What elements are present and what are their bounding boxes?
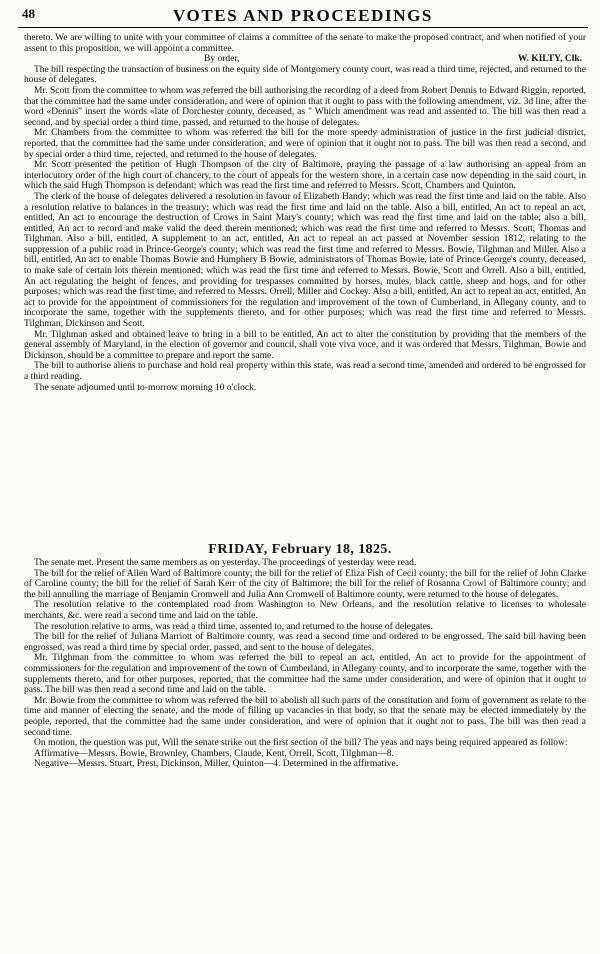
clerk-signature: W. KILTY, Clk. xyxy=(517,54,582,65)
paragraph: Mr. Scott from the committee to whom was referred the bill authorising the recording of a deed from Robert Dennis to Edward Riggin, reported, that the committee had the same under consideration, and were of opinion that it ought to pass with the following amendment, viz. 3d line, after the word «Dennis" insert the words «late of Dorchester county, deceased, as " Which amendment was read and assented to. The bill was then read a second, and by special order a third time, passed, and returned to the house of delegates. xyxy=(24,85,586,128)
day-heading-weekday: FRIDAY, xyxy=(208,542,268,557)
page-number: 48 xyxy=(22,6,35,21)
paragraph: On motion, the question was put, Will the senate strike out the first section of the bill? The yeas and nays being required appeared as follow: xyxy=(34,738,568,749)
paragraph: Mr. Chambers from the committee to whom was referred the bill for the more speedy administration of justice in the first judicial district, reported, that the committee had the same under consideration, and were of opinion that it ought not to pass. The bill was then read a second, and by special order a third time, rejected, and returned to the house of delegates. xyxy=(24,128,586,160)
paragraph: Mr. Bowie from the committee to whom was referred the bill to abolish all such parts of the constitution and form of government as relate to the time and manner of electing the senate, and the mode of filling up vacancies in that body, so that the senate may be elected immediately by the people, reported, that the committee had the same under consideration, and were of opinion that it ought not to pass. The bill was then read a second time. xyxy=(24,695,586,738)
proceedings-section-1 xyxy=(24,33,586,393)
day-heading-date: February 18, 1825. xyxy=(271,542,392,557)
paragraph: The clerk of the house of delegates delivered a resolution in favour of Elizabeth Handy; which was read the first time and laid on the table. Also a resolution relative to balances in the treasury; which was read the first time and laid on the table. Also a bill, entitled, An act to repeal an act, entitled, An act to encourage the destruction of Crows in Saint Mary's county; which was read the first time and laid on the table; also a bill, entitled, An act to record and make valid the deed therein mentioned; which was read the first time and referred to Messrs. Scott, Thomas and Tilghman. Also a bill, entitled, A supplement to an act, entitled, An act to repeal an act passed at November session 1812, relating to the suppression of a public road in Prince-George's county; which was read the first time and referred to Messrs. Bowie, Tilghman and Miller. Also a bill, entitled, An act to enable Thomas Bowie and Humphery B Bowie, administrators of Thomas Bowie, late of Prince George's county, deceased, to make sale of certain lots therein mentioned; which was read the first time and referred to Messrs. Bowie, Scott and Orrell. Also a bill, entitled, An act regulating the height of fences, and providing for trespasses committed by horses, mules, black cattle, sheep and hogs, and for other purposes; which was read the first time, and referred to Messrs. Orrell, Miller and Cockey. Also a bill, entitled, An act to repeal an act, entitled, An act to provide for the appointment of commissioners for the regulation and improvement of the town of Cumberland, in Allegany county, and to incorporate the same, together with the supplements thereto, and for other purposes; which was read the first time and referred to Messrs. Tilghman, Dickinson and Scott. xyxy=(24,191,586,330)
paragraph: Mr. Tilghman from the committee to whom was referred the bill to repeal an act, entitled, An act to provide for the appointment of commissioners for the regulation and improvement of the town of Cumberland, in Allegany county, and to incorporate the same, together with the supplements thereto, and for other purposes, reported, that the committee had the same under consideration, and were of opinion that it ought to pass. The bill was then read a second time and laid on the table. xyxy=(24,653,586,696)
paragraph: The resolution relative to the contemplated road from Washington to New Orleans, and the resolution relative to licenses to wholesale merchants, &c. were read a second time and laid on the table. xyxy=(24,600,586,621)
paragraph: The resolution relative to arms, was read a third time, assented to, and returned to the house of delegates. xyxy=(34,621,433,632)
running-head: VOTES AND PROCEEDINGS xyxy=(173,6,433,25)
paragraph: thereto. We are willing to unite with your committee of claims a committee of the senate to make the proposed contract, and when notified of your assent to this proposition, we will appoint a committee. xyxy=(24,33,586,54)
paragraph: The bill for the relief of Allen Ward of Baltimore county; the bill for the relief of Eliza Fish of Cecil county; the bill for the relief of John Clarke of Caroline county; the bill for the relief of Sarah Kerr of the city of Baltimore; the bill for the relief of Rosanna Crowl of Baltimore county; and the bill annulling the marriage of Benjamin Cromwell and Julia Ann Cromwell of Baltimore county, were returned to the house of delegates. xyxy=(24,568,586,600)
paragraph: The bill to authorise aliens to purchase and hold real property within this state, was read a second time, amended and ordered to be engrossed for a third reading. xyxy=(24,361,586,382)
affirmative-vote: Affirmative—Messrs. Bowie, Brownley, Chambers, Claude, Kent, Orrell, Scott, Tilghman—8. xyxy=(34,748,394,759)
header-rule xyxy=(18,27,588,28)
proceedings-section-2 xyxy=(24,558,586,770)
day-heading xyxy=(0,542,600,558)
signature-line xyxy=(24,54,586,65)
paragraph: The bill respecting the transaction of business on the equity side of Montgomery county court, was read a third time, rejected, and returned to the house of delegates. xyxy=(24,64,586,86)
paragraph: Mr. Tilghman asked and obtained leave to bring in a bill to be entitled, An act to alter the constitution by providing that the members of the general assembly of Maryland, in the election of governor and council, shall vote viva voce, and it was ordered that Messrs. Tilghman, Bowie and Dickinson, should be a committee to prepare and report the same. xyxy=(24,329,586,361)
paragraph: Mr. Scott presented the petition of Hugh Thompson of the city of Baltimore, praying the passage of a law authorising an appeal from an interlocutory order of the high court of chancery, to the court of appeals for the western shore, in a certain case now depending in the said court, in which the said Hugh Thompson is defendant; which was read the first time and referred to Messrs. Scott, Chambers and Quinton. xyxy=(24,160,586,192)
page-header xyxy=(22,6,584,26)
by-order-text: By order, xyxy=(204,54,240,65)
negative-vote: Negative—Messrs. Stuart, Prest, Dickinson, Miller, Quinton—4. Determined in the affirmative. xyxy=(34,759,399,770)
paragraph: The senate adjourned until to-morrow morning 10 o'clock. xyxy=(34,382,257,393)
paragraph: The senate met. Present the same members as on yesterday. The proceedings of yesterday were read. xyxy=(34,558,417,568)
paragraph: The bill for the relief of Juliana Marriott of Baltimore county, was read a second time and ordered to be engrossed. The said bill having been engrossed, was read a third time by special order, passed, and sent to the house of delegates. xyxy=(24,632,586,653)
